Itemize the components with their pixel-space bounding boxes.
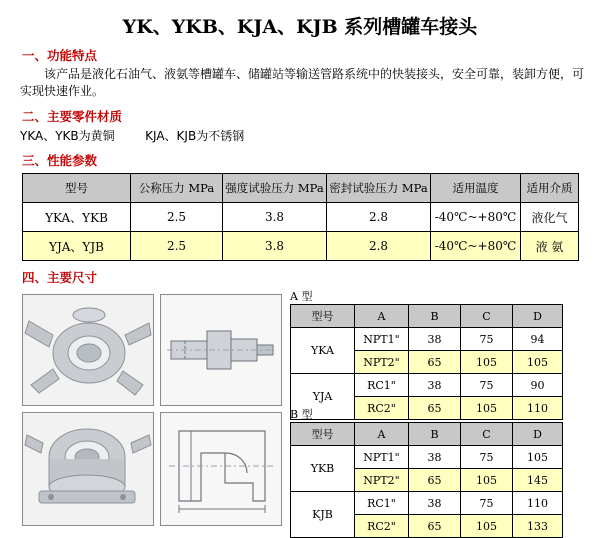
drawing-b-graphic [161,413,281,525]
photo-type-b [22,412,154,526]
cell-model: YKB [291,446,355,492]
cell-medium: 液 氨 [521,232,579,261]
th-model: 型号 [23,174,131,203]
drawing-a-graphic [161,295,281,405]
th-b: B [409,305,461,328]
cell-a: RC1" [355,492,409,515]
cell-d: 110 [513,397,563,420]
cell-medium: 液化气 [521,203,579,232]
dimension-table-b [290,422,563,538]
th-nominal-pressure: 公称压力 MPa [131,174,223,203]
table-header-row [291,305,563,328]
photo-type-a [22,294,154,406]
performance-table [22,173,579,261]
th-model: 型号 [291,305,355,328]
th-b: B [409,423,461,446]
page-title: YK、YKB、KJA、KJB 系列槽罐车接头 [122,16,478,38]
cell-seal: 2.8 [327,232,431,261]
cell-c: 75 [461,328,513,351]
cell-temp: -40℃~+80℃ [431,232,521,261]
section-heading-material: 二、主要零件材质 [22,109,123,124]
cell-a: RC2" [355,515,409,538]
material-text: YKA、YKB为黄铜 KJA、KJB为不锈钢 [20,129,245,143]
cell-d: 133 [513,515,563,538]
cell-a: NPT1" [355,446,409,469]
th-model: 型号 [291,423,355,446]
cell-strength: 3.8 [223,232,327,261]
cell-a: NPT1" [355,328,409,351]
cell-model: YKA、YKB [23,203,131,232]
cell-c: 105 [461,469,513,492]
cell-a: RC1" [355,374,409,397]
cell-d: 105 [513,446,563,469]
cell-a: NPT2" [355,351,409,374]
caption-type-b: B 型 [290,408,313,421]
cell-b: 65 [409,351,461,374]
cell-a: NPT2" [355,469,409,492]
drawing-type-b [160,412,282,526]
th-d: D [513,305,563,328]
cell-nominal: 2.5 [131,203,223,232]
th-d: D [513,423,563,446]
cell-c: 75 [461,374,513,397]
table-row [291,374,563,397]
cell-model: YJA、YJB [23,232,131,261]
th-strength-pressure: 强度试验压力 MPa [223,174,327,203]
cell-d: 145 [513,469,563,492]
table-row [291,446,563,469]
cell-model: KJB [291,492,355,538]
caption-type-a: A 型 [290,290,313,303]
cell-c: 105 [461,397,513,420]
dimension-table-a [290,304,563,420]
cell-d: 105 [513,351,563,374]
cell-b: 65 [409,515,461,538]
cell-seal: 2.8 [327,203,431,232]
table-row [23,203,579,232]
features-paragraph: 该产品是液化石油气、液氨等槽罐车、储罐站等输送管路系统中的快装接头，安全可靠，装卸方便，可实现快速作业。 [20,67,585,98]
th-temperature: 适用温度 [431,174,521,203]
th-a: A [355,305,409,328]
table-row [291,492,563,515]
cell-d: 94 [513,328,563,351]
th-medium: 适用介质 [521,174,579,203]
cell-b: 65 [409,469,461,492]
cell-c: 105 [461,351,513,374]
cell-c: 75 [461,446,513,469]
table-row [291,328,563,351]
cell-d: 110 [513,492,563,515]
cell-c: 75 [461,492,513,515]
section-heading-features: 一、功能特点 [22,48,98,63]
table-header-row [291,423,563,446]
cell-b: 38 [409,374,461,397]
section-heading-dimensions: 四、主要尺寸 [22,270,98,285]
table-header-row [23,174,579,203]
th-c: C [461,305,513,328]
table-row [23,232,579,261]
section-heading-performance: 三、性能参数 [22,153,98,168]
cell-c: 105 [461,515,513,538]
cell-a: RC2" [355,397,409,420]
cell-model: YJA [291,374,355,420]
th-a: A [355,423,409,446]
th-seal-pressure: 密封试验压力 MPa [327,174,431,203]
cell-b: 65 [409,397,461,420]
photo-a-graphic [23,295,153,405]
cell-nominal: 2.5 [131,232,223,261]
cell-b: 38 [409,492,461,515]
cell-strength: 3.8 [223,203,327,232]
cell-model: YKA [291,328,355,374]
photo-b-graphic [23,413,153,525]
cell-d: 90 [513,374,563,397]
cell-b: 38 [409,446,461,469]
drawing-type-a [160,294,282,406]
th-c: C [461,423,513,446]
cell-b: 38 [409,328,461,351]
cell-temp: -40℃~+80℃ [431,203,521,232]
